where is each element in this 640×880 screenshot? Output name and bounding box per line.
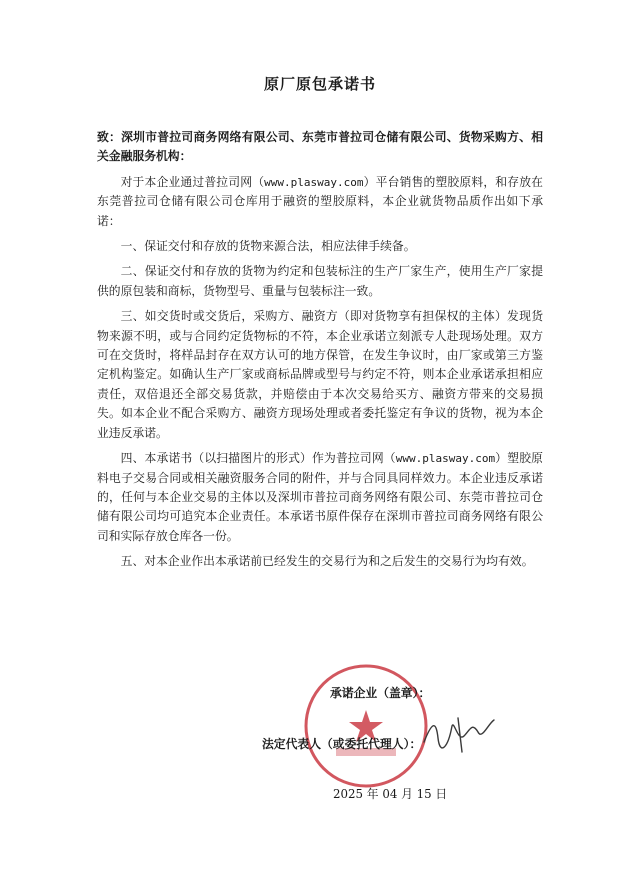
clause-4-url: www.plasway.com <box>395 452 496 466</box>
addressee: 致：深圳市普拉司商务网络有限公司、东莞市普拉司仓储有限公司、货物采购方、相关金融服务机构： <box>97 130 543 164</box>
sign-date: 2025 年 04 月 15 日 <box>333 787 448 801</box>
clause-2: 二、保证交付和存放的货物为约定和包装标注的生产厂家生产，使用生产厂家提供的原包装和商标，货物型号、重量与包装标注一致。 <box>97 264 543 298</box>
representative-label: 法定代表人（或委托代理人）： <box>262 737 422 751</box>
company-seal-label: 承诺企业（盖章）： <box>330 686 431 700</box>
clause-4-after: ）塑胶原料电子交易合同或相关融资服务合同的附件，并与合同具同样效力。本企业违反承诺的，任何与本企业交易的主体以及深圳市普拉司商务网络有限公司、东莞市普拉司仓储有限公司均可追究本企业责任。本承诺书原件保存在深圳市普拉司商务网络有限公司和实际存放仓库各一份。 <box>97 451 543 543</box>
intro-text-before: 对于本企业通过普拉司网（ <box>120 174 265 189</box>
clause-1: 一、保证交付和存放的货物来源合法，相应法律手续备。 <box>120 239 416 254</box>
company-seal-icon <box>300 660 432 792</box>
intro-url: www.plasway.com <box>264 175 364 189</box>
clause-4 <box>97 449 543 546</box>
intro-text-after: ）平台销售的塑胶原料，和存放在东莞普拉司仓储有限公司仓库用于融资的塑胶原料，本企业就货物品质作出如下承诺： <box>97 174 543 228</box>
intro-paragraph <box>97 173 543 231</box>
document-body <box>97 128 543 578</box>
clause-5: 五、对本企业作出本承诺前已经发生的交易行为和之后发生的交易行为均有效。 <box>120 554 534 569</box>
document-title: 原厂原包承诺书 <box>263 75 376 93</box>
clause-4-before: 四、本承诺书（以扫描图片的形式）作为普拉司网（ <box>120 451 396 466</box>
clause-3: 三、如交货时或交货后，采购方、融资方（即对货物享有担保权的主体）发现货物来源不明，或与合同约定货物标的不符，本企业承诺立刻派专人赴现场处理。双方可在交货时，将样品封存在双方认可的地方保管，在发生争议时，由厂家或第三方鉴定机构鉴定。如确认生产厂家或商标品牌或型号与约定不符，则本企业承诺承担相应责任，双倍退还全部交易货款，并赔偿由于本次交易给买方、融资方带来的交易损失。如本企业不配合采购方、融资方现场处理或者委托鉴定有争议的货物，视为本企业违反承诺。 <box>97 309 543 440</box>
signature-icon <box>418 712 498 756</box>
